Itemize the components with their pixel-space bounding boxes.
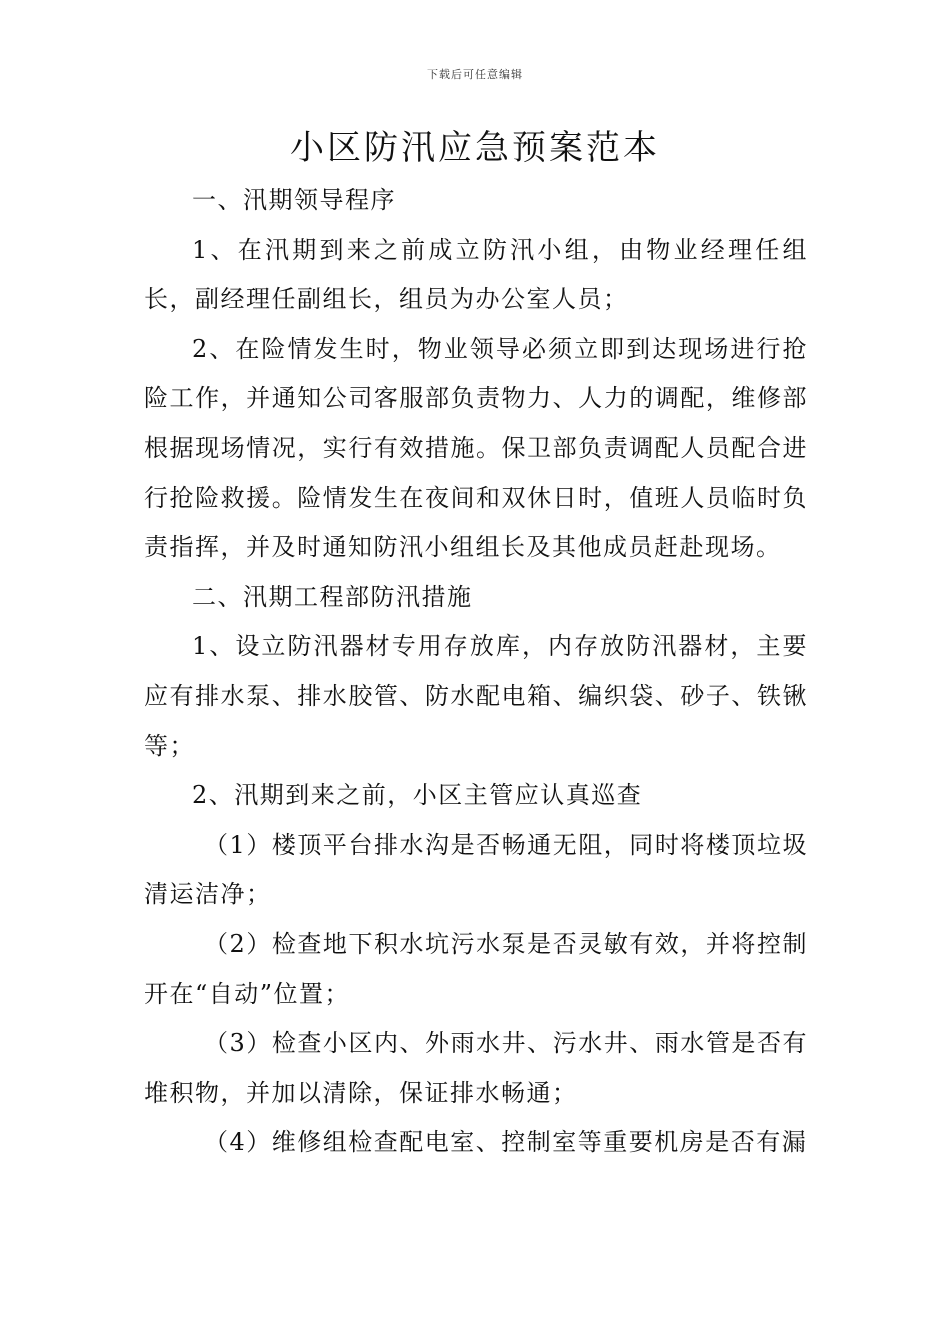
document-title: 小区防汛应急预案范本 [290, 128, 660, 168]
section-heading-1: 一、汛期领导程序 [192, 186, 396, 214]
paragraph-2: 2、在险情发生时，物业领导必须立即到达现场进行抢险工作，并通知公司客服部负责物力、人力的调配，维修部根据现场情况，实行有效措施。保卫部负责调配人员配合进行抢险救援。险情发生在夜间和双休日时，值班人员临时负责指挥，并及时通知防汛小组组长及其他成员赶赴现场。 [144, 334, 808, 562]
list-item-1: （1）楼顶平台排水沟是否畅通无阻，同时将楼顶垃圾清运洁净； [144, 830, 808, 909]
header-note: 下载后可任意编辑 [427, 68, 523, 81]
section-heading-2: 二、汛期工程部防汛措施 [192, 582, 473, 611]
paragraph-3: 1、设立防汛器材专用存放库，内存放防汛器材，主要应有排水泵、排水胶管、防水配电箱、编织袋、砂子、铁锹等； [144, 632, 808, 760]
list-item-4: （4）维修组检查配电室、控制室等重要机房是否有漏 [204, 1128, 808, 1157]
document-body [144, 176, 808, 1168]
paragraph-1: 1、在汛期到来之前成立防汛小组，由物业经理任组长，副经理任副组长，组员为办公室人员； [144, 235, 808, 314]
list-item-2: （2）检查地下积水坑污水泵是否灵敏有效，并将控制开在“自动”位置； [144, 929, 808, 1008]
paragraph-4: 2、汛期到来之前，小区主管应认真巡查 [192, 781, 643, 810]
list-item-3: （3）检查小区内、外雨水井、污水井、雨水管是否有堆积物，并加以清除，保证排水畅通； [144, 1029, 808, 1107]
